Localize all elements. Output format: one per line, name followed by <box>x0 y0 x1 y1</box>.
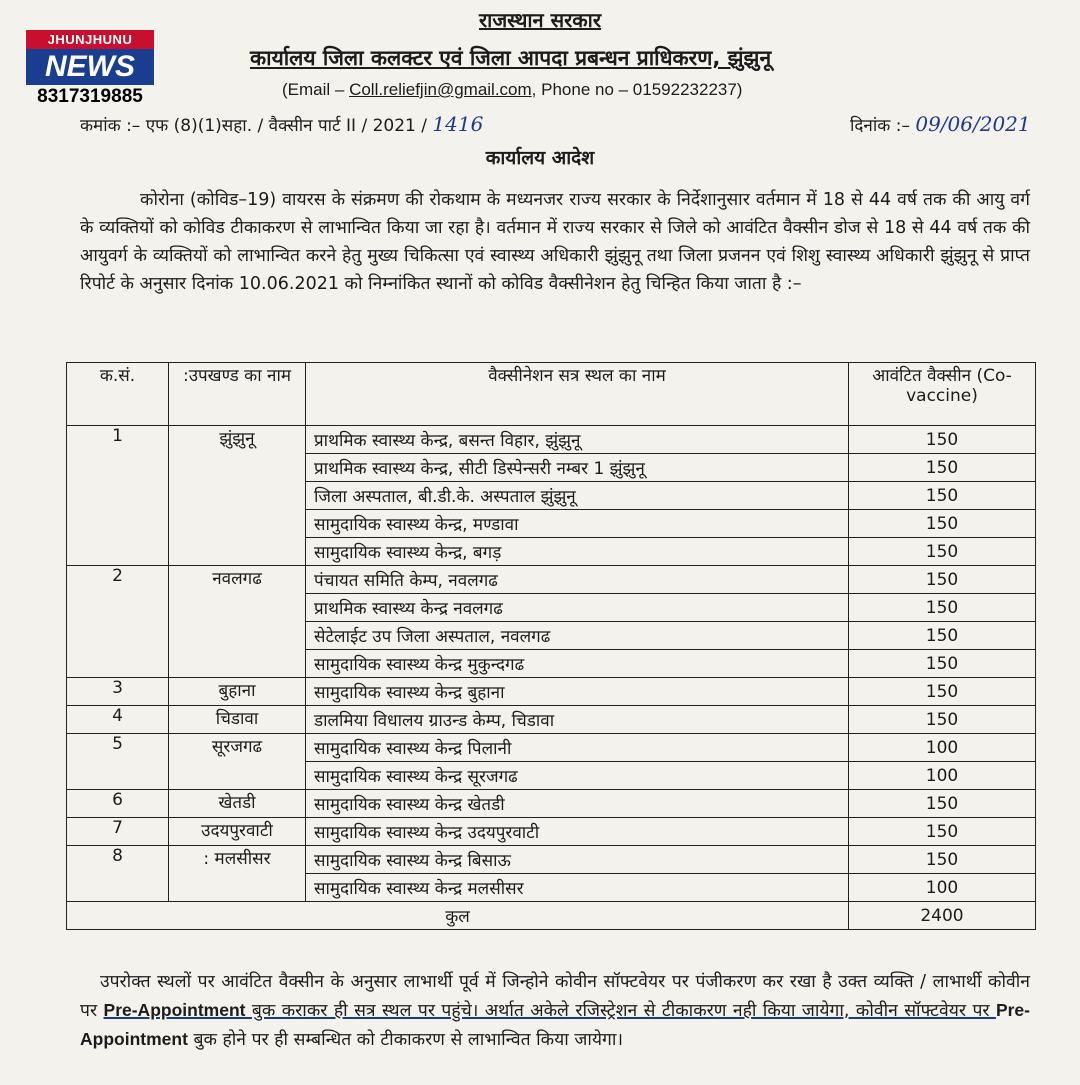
total-row <box>67 902 1036 930</box>
table-row <box>67 706 1036 734</box>
cell-allocation: 150 <box>849 818 1036 846</box>
table-row <box>67 846 1036 874</box>
cell-site: सेटेलाईट उप जिला अस्पताल, नवलगढ <box>306 622 849 650</box>
pre-appointment-1: Pre-Appointment <box>103 1000 246 1020</box>
cell-sno: 4 <box>67 706 169 734</box>
cell-sno: 3 <box>67 678 169 706</box>
header-site: वैक्सीनेशन सत्र स्थल का नाम <box>306 363 849 426</box>
pre-appointment-2: Pre-Appointment <box>80 1000 1030 1049</box>
cell-allocation: 150 <box>849 538 1036 566</box>
table-header-row <box>67 363 1036 426</box>
intro-paragraph: कोरोना (कोविड–19) वायरस के संक्रमण की रोकथाम के मध्यनजर राज्य सरकार के निर्देशानुसार वर्तमान में 18 से 44 वर्ष तक की आयु वर्ग के व्यक्तियों को कोविड टीकाकरण से लाभान्वित किया जा रहा है। वर्तमान में राज्य सरकार से जिले को आवंटित वैक्सीन डोज से 18 से 44 वर्ष तक की आयुवर्ग के व्यक्तियों को लाभान्वित करने हेतु मुख्य चिकित्सा एवं स्वास्थ्य अधिकारी झुंझुनू तथा जिला प्रजनन एवं शिशु स्वास्थ्य अधिकारी झुंझुनू से प्राप्त रिपोर्ट के अनुसार दिनांक 10.06.2021 को निम्नांकित स्थानों को कोविड वैक्सीनेशन हेतु चिन्हित किया जाता है :– <box>80 190 1030 294</box>
table-row <box>67 790 1036 818</box>
cell-site: प्राथमिक स्वास्थ्य केन्द्र, बसन्त विहार, झुंझुनू <box>306 426 849 454</box>
email-link[interactable]: Coll.reliefjin@gmail.com <box>349 80 532 99</box>
cell-subdivision: खेतडी <box>169 790 306 818</box>
logo-news: NEWS <box>26 49 154 85</box>
total-value: 2400 <box>849 902 1036 930</box>
cell-allocation: 150 <box>849 566 1036 594</box>
logo-phone: 8317319885 <box>37 86 143 107</box>
contact-line <box>282 80 742 100</box>
cell-allocation: 150 <box>849 622 1036 650</box>
header-allocation: आवंटित वैक्सीन (Co-vaccine) <box>849 363 1036 426</box>
footer-paragraph <box>80 968 1030 1054</box>
table-row <box>67 818 1036 846</box>
cell-site: प्राथमिक स्वास्थ्य केन्द्र, सीटी डिस्पेन्सरी नम्बर 1 झुंझुनू <box>306 454 849 482</box>
cell-subdivision: नवलगढ <box>169 566 306 678</box>
reference-number: 1416 <box>432 112 484 136</box>
cell-sno: 5 <box>67 734 169 790</box>
cell-subdivision: सूरजगढ <box>169 734 306 790</box>
office-name: कार्यालय जिला कलक्टर एवं जिला आपदा प्रबन्धन प्राधिकरण, झुंझुनू <box>250 46 772 70</box>
reference-label: कमांक :– एफ (8)(1)सहा. / वैक्सीन पार्ट II / 2021 / <box>80 116 433 136</box>
header-subdivision: :उपखण्ड का नाम <box>169 363 306 426</box>
cell-subdivision: झुंझुनू <box>169 426 306 566</box>
cell-site: सामुदायिक स्वास्थ्य केन्द्र मुकुन्दगढ <box>306 650 849 678</box>
cell-site: सामुदायिक स्वास्थ्य केन्द्र बिसाऊ <box>306 846 849 874</box>
cell-allocation: 100 <box>849 734 1036 762</box>
order-title: कार्यालय आदेश <box>485 147 595 169</box>
reference-line <box>80 112 483 136</box>
cell-site: सामुदायिक स्वास्थ्य केन्द्र, बगड़ <box>306 538 849 566</box>
logo-brand: JHUNJHUNU <box>26 30 154 49</box>
cell-allocation: 150 <box>849 454 1036 482</box>
cell-site: सामुदायिक स्वास्थ्य केन्द्र मलसीसर <box>306 874 849 902</box>
date-line <box>850 112 1031 136</box>
table-row <box>67 678 1036 706</box>
news-logo <box>26 30 154 108</box>
footer-text-1: उपरोक्त स्थलों पर आवंटित वैक्सीन के अनुसार लाभार्थी पूर्व में जिन्होने कोवीन सॉफ्टवेयर पर पंजीकरण कर रखा है उक्त व्यक्ति / लाभार्थी कोवीन पर <box>80 972 1030 1021</box>
cell-allocation: 150 <box>849 790 1036 818</box>
cell-site: सामुदायिक स्वास्थ्य केन्द्र, मण्डावा <box>306 510 849 538</box>
government-heading <box>0 6 1080 33</box>
cell-allocation: 150 <box>849 482 1036 510</box>
cell-site: पंचायत समिति केम्प, नवलगढ <box>306 566 849 594</box>
total-label: कुल <box>67 902 849 930</box>
cell-sno: 6 <box>67 790 169 818</box>
cell-site: सामुदायिक स्वास्थ्य केन्द्र उदयपुरवाटी <box>306 818 849 846</box>
date-value: 09/06/2021 <box>915 112 1031 136</box>
cell-allocation: 100 <box>849 874 1036 902</box>
footer-text-2: बुक कराकर ही सत्र स्थल पर पहुंचे। अर्थात अकेले रजिस्ट्रेशन से टीकाकरण नही किया जायेगा, कोवीन सॉफ्टवेयर पर <box>245 1001 996 1021</box>
cell-site: सामुदायिक स्वास्थ्य केन्द्र पिलानी <box>306 734 849 762</box>
table-row <box>67 734 1036 762</box>
cell-subdivision: चिडावा <box>169 706 306 734</box>
cell-site: सामुदायिक स्वास्थ्य केन्द्र खेतडी <box>306 790 849 818</box>
cell-subdivision: उदयपुरवाटी <box>169 818 306 846</box>
cell-allocation: 150 <box>849 594 1036 622</box>
contact-prefix: (Email – <box>282 80 350 99</box>
government-name: राजस्थान सरकार <box>478 8 602 32</box>
cell-site: जिला अस्पताल, बी.डी.के. अस्पताल झुंझुनू <box>306 482 849 510</box>
cell-allocation: 150 <box>849 846 1036 874</box>
cell-site: सामुदायिक स्वास्थ्य केन्द्र बुहाना <box>306 678 849 706</box>
cell-site: सामुदायिक स्वास्थ्य केन्द्र सूरजगढ <box>306 762 849 790</box>
cell-allocation: 150 <box>849 510 1036 538</box>
cell-site: प्राथमिक स्वास्थ्य केन्द्र नवलगढ <box>306 594 849 622</box>
cell-allocation: 150 <box>849 706 1036 734</box>
cell-sno: 8 <box>67 846 169 902</box>
header-sno: क.सं. <box>67 363 169 426</box>
cell-allocation: 100 <box>849 762 1036 790</box>
vaccination-table <box>66 362 1036 930</box>
cell-sno: 2 <box>67 566 169 678</box>
cell-allocation: 150 <box>849 678 1036 706</box>
table-row <box>67 566 1036 594</box>
cell-subdivision: : मलसीसर <box>169 846 306 902</box>
cell-sno: 1 <box>67 426 169 566</box>
contact-suffix: , Phone no – 01592232237) <box>531 80 743 99</box>
cell-allocation: 150 <box>849 650 1036 678</box>
date-label: दिनांक :– <box>850 116 916 136</box>
cell-site: डालमिया विधालय ग्राउन्ड केम्प, चिडावा <box>306 706 849 734</box>
footer-text-3: बुक होने पर ही सम्बन्धित को टीकाकरण से लाभान्वित किया जायेगा। <box>187 1030 624 1050</box>
cell-allocation: 150 <box>849 426 1036 454</box>
table-row <box>67 426 1036 454</box>
cell-sno: 7 <box>67 818 169 846</box>
cell-subdivision: बुहाना <box>169 678 306 706</box>
